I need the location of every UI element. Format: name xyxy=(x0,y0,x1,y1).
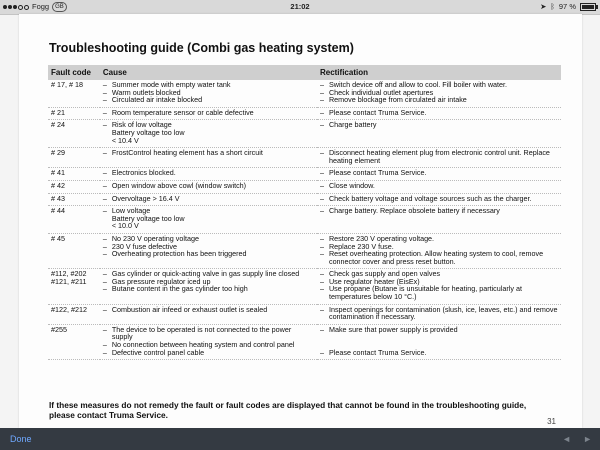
table-row xyxy=(48,148,561,168)
dash-bullet: – xyxy=(319,107,324,117)
rectification-item-text: Use regulator heater (EisEx) xyxy=(328,276,420,286)
dash-bullet: – xyxy=(102,206,107,216)
rectification-item-text: Please contact Truma Service. xyxy=(328,347,427,357)
rectification-item xyxy=(320,182,558,190)
page-title: Troubleshooting guide (Combi gas heating system) xyxy=(49,41,354,55)
cause-item xyxy=(103,109,314,117)
table-row xyxy=(48,80,561,107)
cause-item xyxy=(103,182,314,190)
clock: 21:02 xyxy=(290,2,310,11)
fault-code-cell: # 41 xyxy=(48,168,100,181)
cause-item-text: Warm outlets blocked xyxy=(111,87,181,97)
dash-bullet: – xyxy=(319,284,324,294)
rectification-item xyxy=(320,333,558,341)
cause-cell xyxy=(100,206,317,234)
bluetooth-icon: ᛒ xyxy=(550,2,555,11)
dash-bullet: – xyxy=(319,87,324,97)
rectification-item-text: Check individual outlet apertures xyxy=(328,87,434,97)
cause-item-text: Risk of low voltage Battery voltage too low < 10.4 V xyxy=(111,120,185,145)
cause-item xyxy=(103,169,314,177)
page-number: 31 xyxy=(547,417,556,426)
rectification-item-text: Charge battery xyxy=(328,120,377,130)
rect-cell xyxy=(317,180,561,193)
fault-code-cell: # 24 xyxy=(48,120,100,148)
rectification-item-text: Switch device off and allow to cool. Fill boiler with water. xyxy=(328,80,508,89)
footer-note: If these measures do not remedy the fault or fault codes are displayed that cannot be found in the troubleshooting guide, please contact Truma Service. xyxy=(49,400,527,420)
table-row xyxy=(48,193,561,206)
cause-item-text: Gas cylinder or quick-acting valve in gas supply line closed xyxy=(111,269,300,279)
cause-item xyxy=(103,326,314,341)
rectification-item xyxy=(320,207,558,215)
dash-bullet: – xyxy=(319,276,324,286)
cause-item xyxy=(103,121,314,144)
battery-fill xyxy=(582,5,594,9)
dash-bullet: – xyxy=(319,148,324,158)
rect-cell xyxy=(317,107,561,120)
rect-cell xyxy=(317,304,561,324)
page-navigation xyxy=(562,428,592,450)
cause-item-text: No connection between heating system and control panel xyxy=(111,340,295,350)
table-row xyxy=(48,233,561,268)
carrier-name: Fogg xyxy=(32,2,50,11)
rectification-item-text: Replace 230 V fuse. xyxy=(328,241,394,251)
dash-bullet: – xyxy=(319,324,324,334)
rectification-item-text: Make sure that power supply is provided xyxy=(328,324,458,334)
table-row xyxy=(48,206,561,234)
rectification-item-text: Charge battery. Replace obsolete battery if necessary xyxy=(328,206,500,216)
dash-bullet: – xyxy=(102,269,107,279)
rectification-item xyxy=(320,349,558,357)
cause-item-text: Low voltage Battery voltage too low < 10.0 V xyxy=(111,206,185,231)
cause-item-text: Summer mode with empty water tank xyxy=(111,80,231,89)
cause-item xyxy=(103,285,314,293)
rectification-item xyxy=(320,306,558,321)
dash-bullet: – xyxy=(102,340,107,350)
previous-arrow-icon[interactable]: ◄ xyxy=(562,434,572,444)
fault-code-cell: # 29 xyxy=(48,148,100,168)
cause-cell xyxy=(100,168,317,181)
rectification-item-text xyxy=(329,333,558,341)
cause-item-text: Overvoltage > 16.4 V xyxy=(111,193,180,203)
cause-item-text: Defective control panel cable xyxy=(111,347,205,357)
table-row xyxy=(48,107,561,120)
table-row xyxy=(48,120,561,148)
cause-item-text: Circulated air intake blocked xyxy=(111,95,203,105)
rectification-item-text: Close window. xyxy=(328,180,375,190)
rectification-item-text: Use propane (Butane is unsuitable for heating, particularly at temperatures below 10 °C.) xyxy=(328,284,522,302)
rectification-item xyxy=(320,250,558,265)
rect-cell xyxy=(317,233,561,268)
dash-bullet: – xyxy=(102,241,107,251)
dash-bullet: – xyxy=(319,269,324,279)
dash-bullet: – xyxy=(102,120,107,130)
fault-code-cell: # 17, # 18 xyxy=(48,80,100,107)
next-arrow-icon[interactable]: ► xyxy=(583,434,592,444)
dash-bullet: – xyxy=(102,168,107,178)
rect-cell xyxy=(317,148,561,168)
rect-cell xyxy=(317,120,561,148)
cause-item-text: FrostControl heating element has a short circuit xyxy=(111,148,263,158)
dash-bullet: – xyxy=(319,206,324,216)
table-row xyxy=(48,324,561,359)
dash-bullet: – xyxy=(319,233,324,243)
cause-item-text: No 230 V operating voltage xyxy=(111,233,199,243)
rect-cell xyxy=(317,80,561,107)
dash-bullet xyxy=(320,333,329,341)
cause-item-text: Open window above cowl (window switch) xyxy=(111,180,247,190)
cause-cell xyxy=(100,324,317,359)
cause-item-text: 230 V fuse defective xyxy=(111,241,177,251)
fault-code-cell: # 44 xyxy=(48,206,100,234)
dash-bullet: – xyxy=(102,193,107,203)
rectification-item xyxy=(320,96,558,104)
dash-bullet: – xyxy=(102,180,107,190)
cause-cell xyxy=(100,233,317,268)
rect-cell xyxy=(317,206,561,234)
cause-item-text: Room temperature sensor or cable defective xyxy=(111,107,254,117)
cause-item xyxy=(103,96,314,104)
rectification-item-text: Check gas supply and open valves xyxy=(328,269,441,279)
dash-bullet: – xyxy=(102,347,107,357)
rectification-item-text: Inspect openings for contamination (slush, ice, leaves, etc.) and remove contamination if necessary. xyxy=(328,304,558,322)
document-page[interactable] xyxy=(19,14,582,428)
status-right xyxy=(540,0,596,14)
cause-item-text: Overheating protection has been triggered xyxy=(111,249,247,259)
network-badge: GB xyxy=(52,2,67,12)
cause-item-text: Combustion air infeed or exhaust outlet is sealed xyxy=(111,304,268,314)
cause-item xyxy=(103,195,314,203)
dash-bullet: – xyxy=(319,168,324,178)
cause-item-text: Butane content in the gas cylinder too high xyxy=(111,284,248,294)
cause-item xyxy=(103,207,314,230)
rectification-item xyxy=(320,169,558,177)
column-header-fault-code: Fault code xyxy=(48,65,100,80)
rect-cell xyxy=(317,269,561,304)
cause-item-text: Electronics blocked. xyxy=(111,168,176,178)
fault-code-cell: #122, #212 xyxy=(48,304,100,324)
dash-bullet: – xyxy=(319,80,324,89)
dash-bullet: – xyxy=(102,80,107,89)
dash-bullet: – xyxy=(319,304,324,314)
rectification-item xyxy=(320,285,558,300)
rectification-item xyxy=(320,149,558,164)
table-row xyxy=(48,168,561,181)
fault-code-cell: # 45 xyxy=(48,233,100,268)
cause-item-text: The device to be operated is not connected to the power supply xyxy=(111,324,292,342)
dash-bullet: – xyxy=(102,87,107,97)
cause-item xyxy=(103,349,314,357)
rectification-item-text: Please contact Truma Service. xyxy=(328,107,427,117)
column-header-rectification: Rectification xyxy=(317,65,561,80)
battery-icon xyxy=(580,3,596,11)
table-header-row xyxy=(48,65,561,80)
battery-percent: 97 % xyxy=(558,2,576,11)
dash-bullet: – xyxy=(319,193,324,203)
dash-bullet: – xyxy=(102,284,107,294)
dash-bullet: – xyxy=(102,107,107,117)
fault-code-cell: #112, #202 #121, #211 xyxy=(48,269,100,304)
fault-code-cell: # 21 xyxy=(48,107,100,120)
cause-cell xyxy=(100,304,317,324)
rectification-item xyxy=(320,121,558,129)
dash-bullet: – xyxy=(102,324,107,334)
dash-bullet: – xyxy=(319,347,324,357)
column-header-cause: Cause xyxy=(100,65,317,80)
dash-bullet: – xyxy=(319,180,324,190)
rect-cell xyxy=(317,193,561,206)
dash-bullet: – xyxy=(102,233,107,243)
bottom-toolbar xyxy=(0,428,600,450)
rectification-item xyxy=(320,109,558,117)
fault-code-cell: #255 xyxy=(48,324,100,359)
fault-code-cell: # 43 xyxy=(48,193,100,206)
rectification-item-text: Reset overheating protection. Allow heating system to cool, remove connector cover and press reset button. xyxy=(328,249,544,266)
dash-bullet: – xyxy=(319,249,324,259)
rectification-item-text: Restore 230 V operating voltage. xyxy=(328,233,435,243)
rectification-item-text: Remove blockage from circulated air intake xyxy=(328,95,467,105)
cause-cell xyxy=(100,148,317,168)
dash-bullet: – xyxy=(319,241,324,251)
rectification-item xyxy=(320,195,558,203)
table-row xyxy=(48,304,561,324)
table-row xyxy=(48,269,561,304)
dash-bullet: – xyxy=(102,276,107,286)
location-icon: ➤ xyxy=(540,2,547,11)
status-bar xyxy=(0,0,600,15)
dash-bullet: – xyxy=(102,304,107,314)
dash-bullet: – xyxy=(102,249,107,259)
table-body xyxy=(48,80,561,360)
cause-item-text: Gas pressure regulator iced up xyxy=(111,276,211,286)
fault-code-cell: # 42 xyxy=(48,180,100,193)
rectification-item-text: Please contact Truma Service. xyxy=(328,168,427,178)
troubleshooting-table xyxy=(48,65,561,360)
cause-item xyxy=(103,306,314,314)
rect-cell xyxy=(317,324,561,359)
cause-item xyxy=(103,149,314,157)
done-button[interactable]: Done xyxy=(10,434,32,444)
cause-item xyxy=(103,250,314,258)
rectification-item xyxy=(320,326,558,334)
cause-cell xyxy=(100,180,317,193)
table-row xyxy=(48,180,561,193)
dash-bullet: – xyxy=(319,120,324,130)
dash-bullet: – xyxy=(102,95,107,105)
rectification-item-text: Disconnect heating element plug from electronic control unit. Replace heating element xyxy=(328,148,550,165)
cause-cell xyxy=(100,107,317,120)
dash-bullet: – xyxy=(319,95,324,105)
cause-cell xyxy=(100,80,317,107)
dash-bullet: – xyxy=(102,148,107,158)
cause-cell xyxy=(100,269,317,304)
rectification-item-text: Check battery voltage and voltage sources such as the charger. xyxy=(328,193,532,203)
rect-cell xyxy=(317,168,561,181)
cause-cell xyxy=(100,120,317,148)
cause-cell xyxy=(100,193,317,206)
